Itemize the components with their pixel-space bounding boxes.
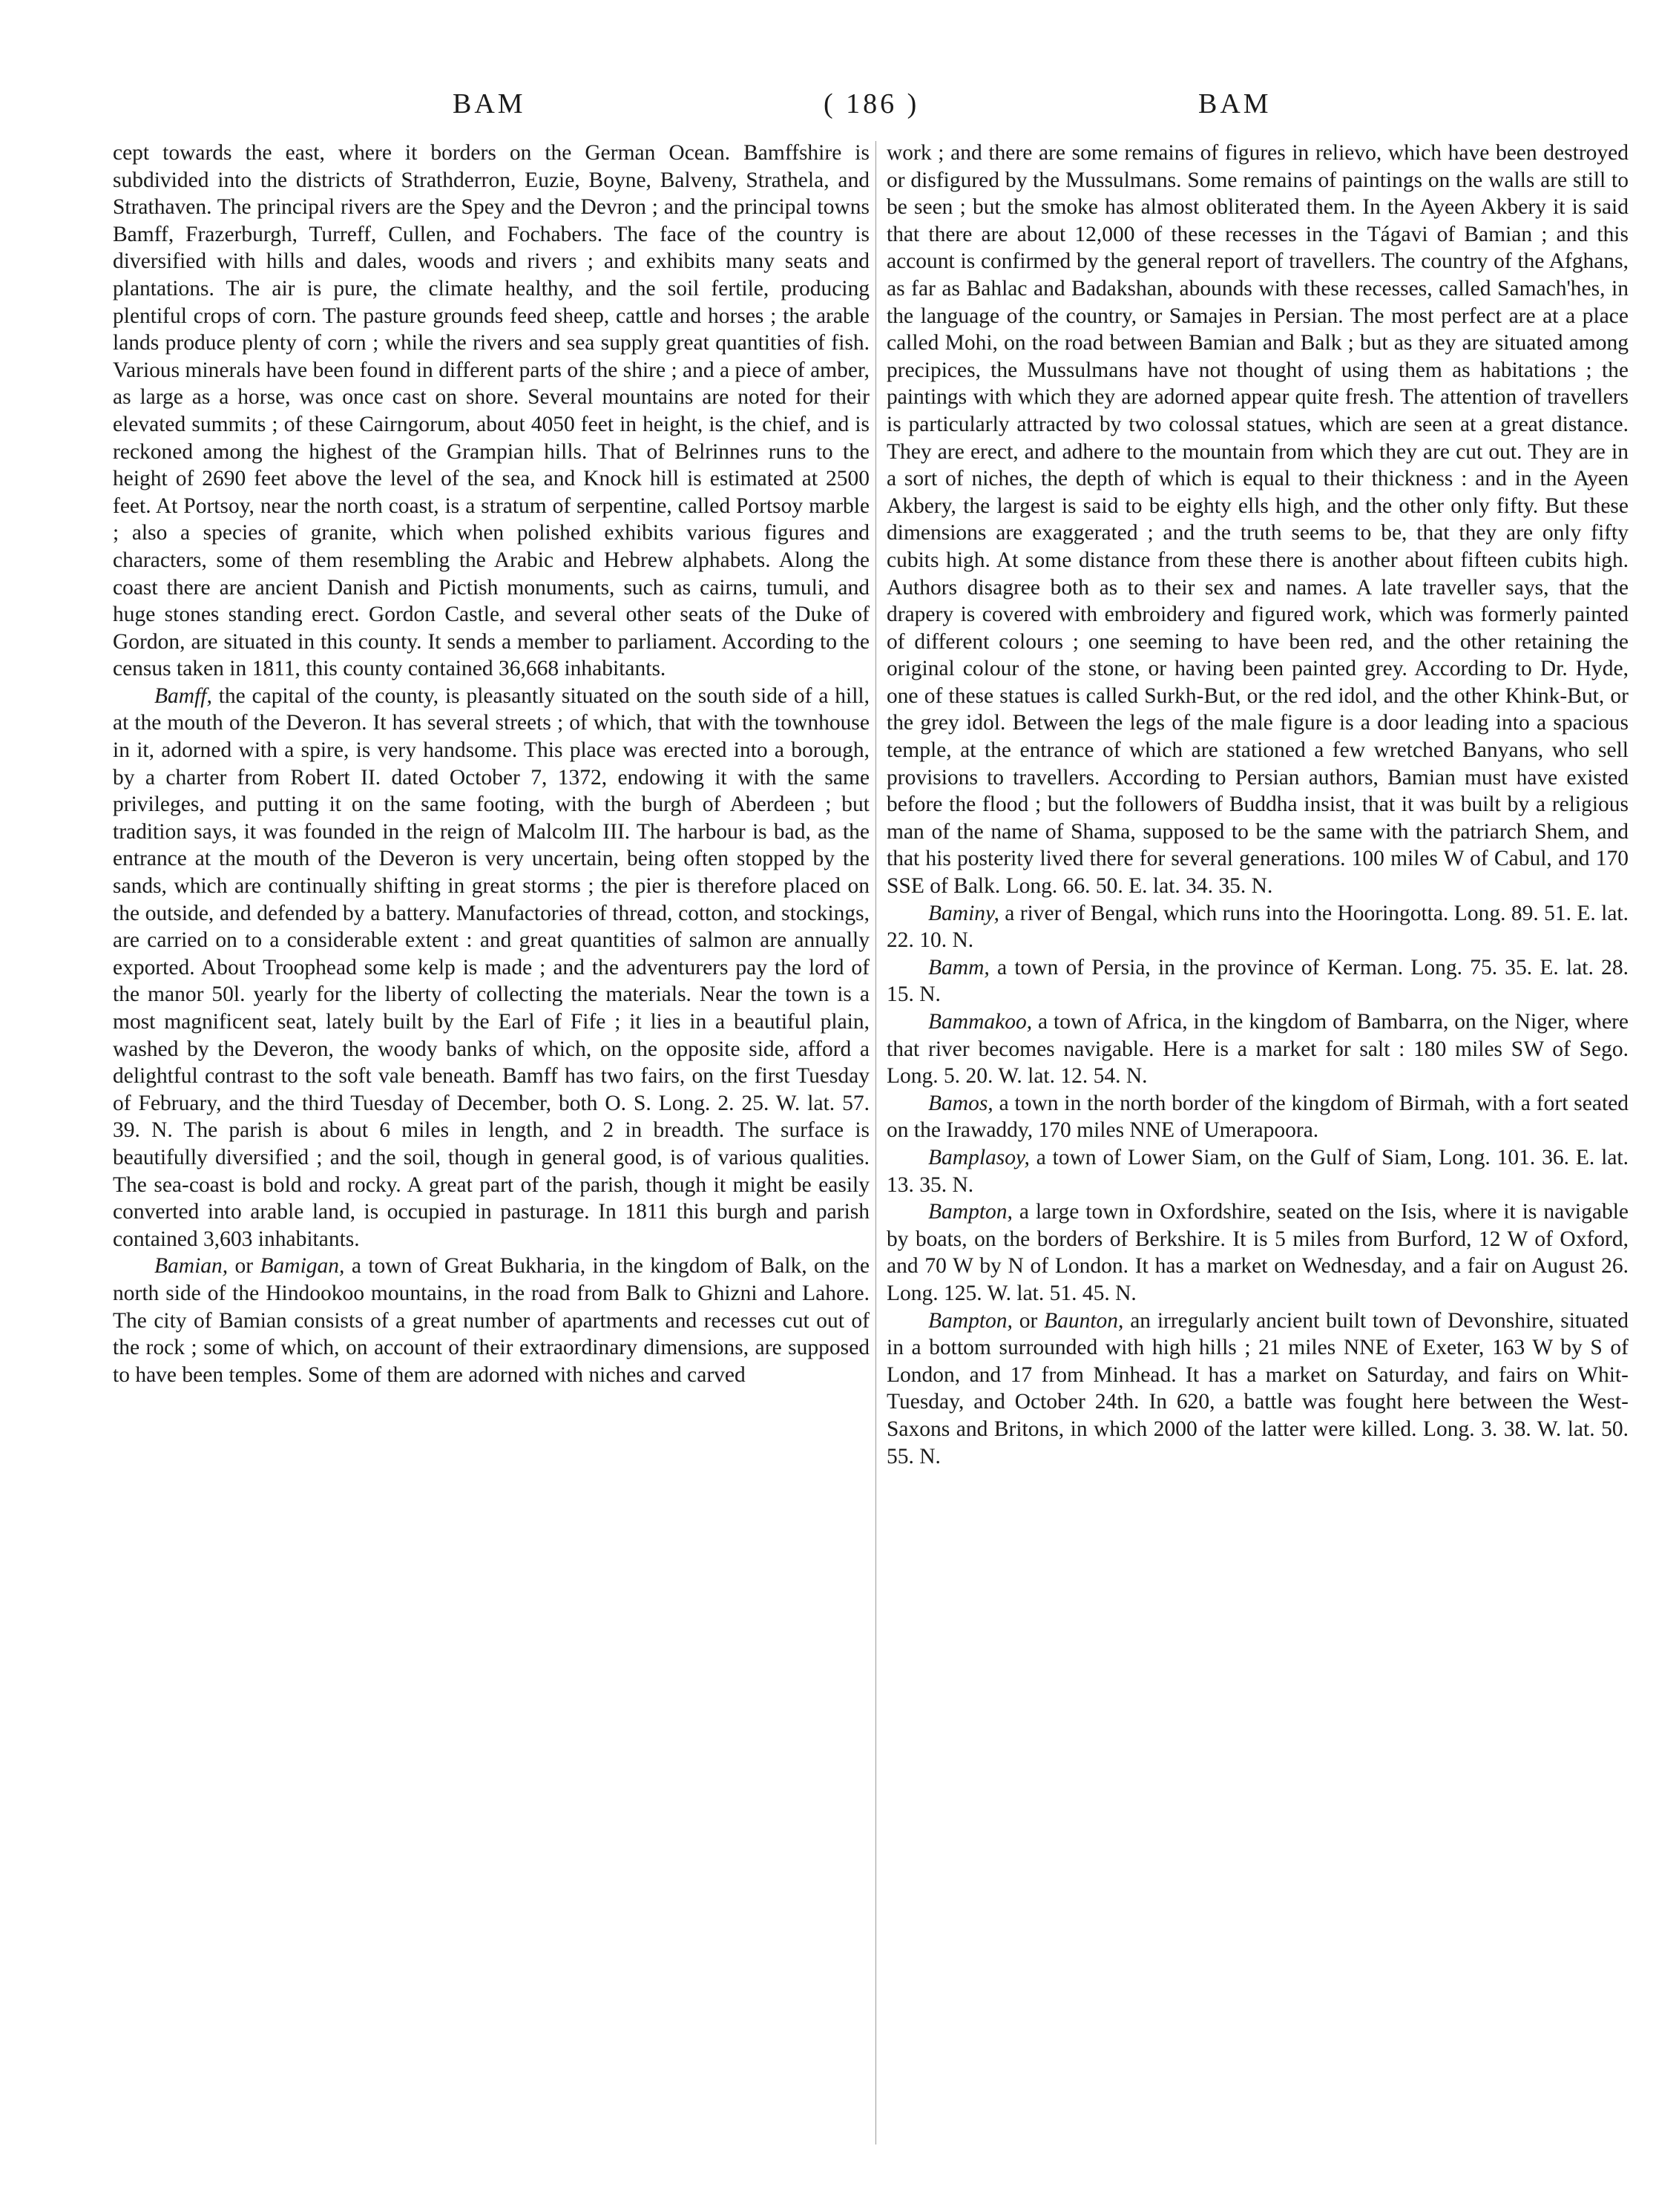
entry-headword: Bampton, — [928, 1200, 1013, 1224]
entry-bammakoo — [887, 1008, 1629, 1090]
entry-text: or — [228, 1254, 260, 1279]
entry-headword: Bamos, — [928, 1091, 993, 1115]
page-number: ( 186 ) — [824, 88, 920, 119]
entry-headword: Bamian, — [154, 1254, 229, 1279]
entry-bampton-oxfordshire — [887, 1198, 1629, 1307]
entry-bamplasoy — [887, 1144, 1629, 1198]
entry-headword: Bamplasoy, — [928, 1145, 1030, 1169]
entry-bampton-devonshire — [887, 1307, 1629, 1471]
entry-text: a river of Bengal, which runs into the Hooringotta. Long. 89. 51. E. lat. 22. 10. N. — [887, 901, 1629, 953]
entry-text: a large town in Oxfordshire, seated on the Isis, where it is navigable by boats, on the borders of Berkshire. It is 5 miles from Burford, 12 W of Oxford, and 70 W by N of London. It has a market on Wednesday, and a fair on August 26. Long. 125. W. lat. 51. 45. N. — [887, 1200, 1629, 1305]
entry-bamos — [887, 1090, 1629, 1144]
entry-headword: Bamff, — [154, 683, 212, 708]
entry-text: a town of Great Bukharia, in the kingdom of Balk, on the north side of the Hindookoo mountains, in the road from Balk to Ghizni and Lahore. The city of Bamian consists of a great number of apartments and recesses cut out of the rock ; some of which, on account of their extraordinary dimensions, are supposed to have been temples. Some of them are adorned with niches and carved — [113, 1254, 870, 1387]
entry-headword-alt: Bamigan, — [260, 1254, 345, 1279]
column-divider — [875, 141, 876, 2144]
entry-bamffshire-continued: cept towards the east, where it borders on the German Ocean. Bamffshire is subdivided into the districts of Strathderron, Euzie, Boyne, Balveny, Strathela, and Strathaven. The principal rivers are the Spey and the Devron ; and the principal towns Bamff, Frazerburgh, Turreff, Cullen, and Fochabers. The face of the country is diversified with hills and dales, woods and rivers ; and exhibits many seats and plantations. The air is pure, the climate healthy, and the soil fertile, producing plentiful crops of corn. The pasture grounds feed sheep, cattle and horses ; the arable lands produce plenty of corn ; while the rivers and sea supply great quantities of fish. Various minerals have been found in different parts of the shire ; and a piece of amber, as large as a horse, was once cast on shore. Several mountains are noted for their elevated summits ; of these Cairngorum, about 4050 feet in height, is the chief, and is reckoned among the highest of the Grampian hills. That of Belrinnes runs to the height of 2690 feet above the level of the sea, and Knock hill is estimated at 2500 feet. At Portsoy, near the north coast, is a stratum of serpentine, called Portsoy marble ; also a species of granite, which when polished exhibits various figures and characters, some of them resembling the Arabic and Hebrew alphabets. Along the coast there are ancient Danish and Pictish monuments, such as cairns, tumuli, and huge stones standing erect. Gordon Castle, and several other seats of the Duke of Gordon, are situated in this county. It sends a member to parliament. According to the census taken in 1811, this county contained 36,668 inhabitants. — [113, 141, 870, 681]
entry-bamian — [113, 1253, 870, 1388]
header-right-word: BAM — [1198, 88, 1272, 119]
entry-text: or — [1012, 1308, 1045, 1333]
entry-text: an irregularly ancient built town of Devonshire, situated in a bottom surrounded with high hills ; 21 miles NNE of Exeter, 163 W by S of London, and 17 from Minhead. It has a market on Saturday, and fairs on Whit-Tuesday, and October 24th. In 620, a battle was fought here between the West-Saxons and Britons, in which 2000 of the latter were killed. Long. 3. 38. W. lat. 50. 55. N. — [887, 1308, 1629, 1468]
entry-headword: Bampton, — [928, 1308, 1013, 1333]
running-header — [111, 88, 1588, 132]
entry-text: the capital of the county, is pleasantly situated on the south side of a hill, at the mouth of the Deveron. It has several streets ; of which, that with the townhouse in it, adorned with a spire, is very handsome. This place was erected into a borough, by a charter from Robert II. dated October 7, 1372, endowing it with the same privileges, and putting it on the same footing, with the burgh of Aberdeen ; but tradition says, it was founded in the reign of Malcolm III. The harbour is bad, as the entrance at the mouth of the Deveron is very uncertain, being often stopped by the sands, which are continually shifting in great storms ; the pier is therefore placed on the outside, and defended by a battery. Manufactories of thread, cotton, and stockings, are carried on to a considerable extent : and great quantities of salmon are annually exported. About Troophead some kelp is made ; and the adventurers pay the lord of the manor 50l. yearly for the liberty of collecting the materials. Near the town is a most magnificent seat, lately built by the Earl of Fife ; it lies in a beautiful plain, washed by the Deveron, the woody banks of which, on the opposite side, afford a delightful contrast to the soft vale beneath. Bamff has two fairs, on the first Tuesday of February, and the third Tuesday of December, both O. S. Long. 2. 25. W. lat. 57. 39. N. The parish is about 6 miles in length, and 2 in breadth. The surface is beautifully diversified ; and the soil, though in general good, is of various qualities. The sea-coast is bold and rocky. A great part of the parish, though it might be easily converted into arable land, is occupied in pasturage. In 1811 this burgh and parish contained 3,603 inhabitants. — [113, 683, 870, 1251]
entry-bamm — [887, 954, 1629, 1008]
entry-baminy — [887, 900, 1629, 954]
entry-headword: Bammakoo, — [928, 1010, 1033, 1034]
entry-headword: Bamm, — [928, 955, 990, 979]
right-column — [887, 140, 1629, 1470]
entry-text: a town of Lower Siam, on the Gulf of Siam, Long. 101. 36. E. lat. 13. 35. N. — [887, 1145, 1629, 1197]
header-left-word: BAM — [453, 88, 526, 119]
entry-bamff — [113, 683, 870, 1253]
left-column — [113, 140, 870, 1388]
entry-text: a town of Persia, in the province of Kerman. Long. 75. 35. E. lat. 28. 15. N. — [887, 955, 1629, 1007]
entry-headword-alt: Baunton, — [1044, 1308, 1124, 1333]
entry-headword: Baminy, — [928, 901, 999, 925]
entry-text: a town in the north border of the kingdom of Birmah, with a fort seated on the Irawaddy, 170 miles NNE of Umerapoora. — [887, 1091, 1629, 1143]
entry-text: a town of Africa, in the kingdom of Bambarra, on the Niger, where that river becomes navigable. Here is a market for salt : 180 miles SW of Sego. Long. 5. 20. W. lat. 12. 54. N. — [887, 1010, 1629, 1089]
entry-bamian-continued: work ; and there are some remains of figures in relievo, which have been destroyed or disfigured by the Mussulmans. Some remains of paintings on the walls are still to be seen ; but the smoke has almost obliterated them. In the Ayeen Akbery it is said that there are about 12,000 of these recesses in the Tágavi of Bamian ; and this account is confirmed by the general report of travellers. The country of the Afghans, as far as Bahlac and Badakshan, abounds with these recesses, called Samach'hes, in the language of the country, or Samajes in Persian. The most perfect are at a place called Mohi, on the road between Bamian and Balk ; but as they are situated among precipices, the Mussulmans have not thought of using them as habitations ; the paintings with which they are adorned appear quite fresh. The attention of travellers is particularly attracted by two colossal statues, which are seen at a great distance. They are erect, and adhere to the mountain from which they are cut out. They are in a sort of niches, the depth of which is equal to their thickness : and in the Ayeen Akbery, the largest is said to be eighty ells high, and the other only fifty. But these dimensions are exaggerated ; and the truth seems to be, that they are only fifty cubits high. At some distance from these there is another about fifteen cubits high. Authors disagree both as to their sex and names. A late traveller says, that the drapery is covered with embroidery and figured work, which was formerly painted of different colours ; one seeming to have been red, and the other retaining the original colour of the stone, or having been painted grey. According to Dr. Hyde, one of these statues is called Surkh-But, or the red idol, and the other Khink-But, or the grey idol. Between the legs of the male figure is a door leading into a spacious temple, at the entrance of which are stationed a few wretched Banyans, who sell provisions to travellers. According to Persian authors, Bamian must have existed before the flood ; but the followers of Buddha insist, that it was built by a religious man of the name of Shama, supposed to be the same with the patriarch Shem, and that his posterity lived there for several generations. 100 miles W of Cabul, and 170 SSE of Balk. Long. 66. 50. E. lat. 34. 35. N. — [887, 141, 1629, 899]
